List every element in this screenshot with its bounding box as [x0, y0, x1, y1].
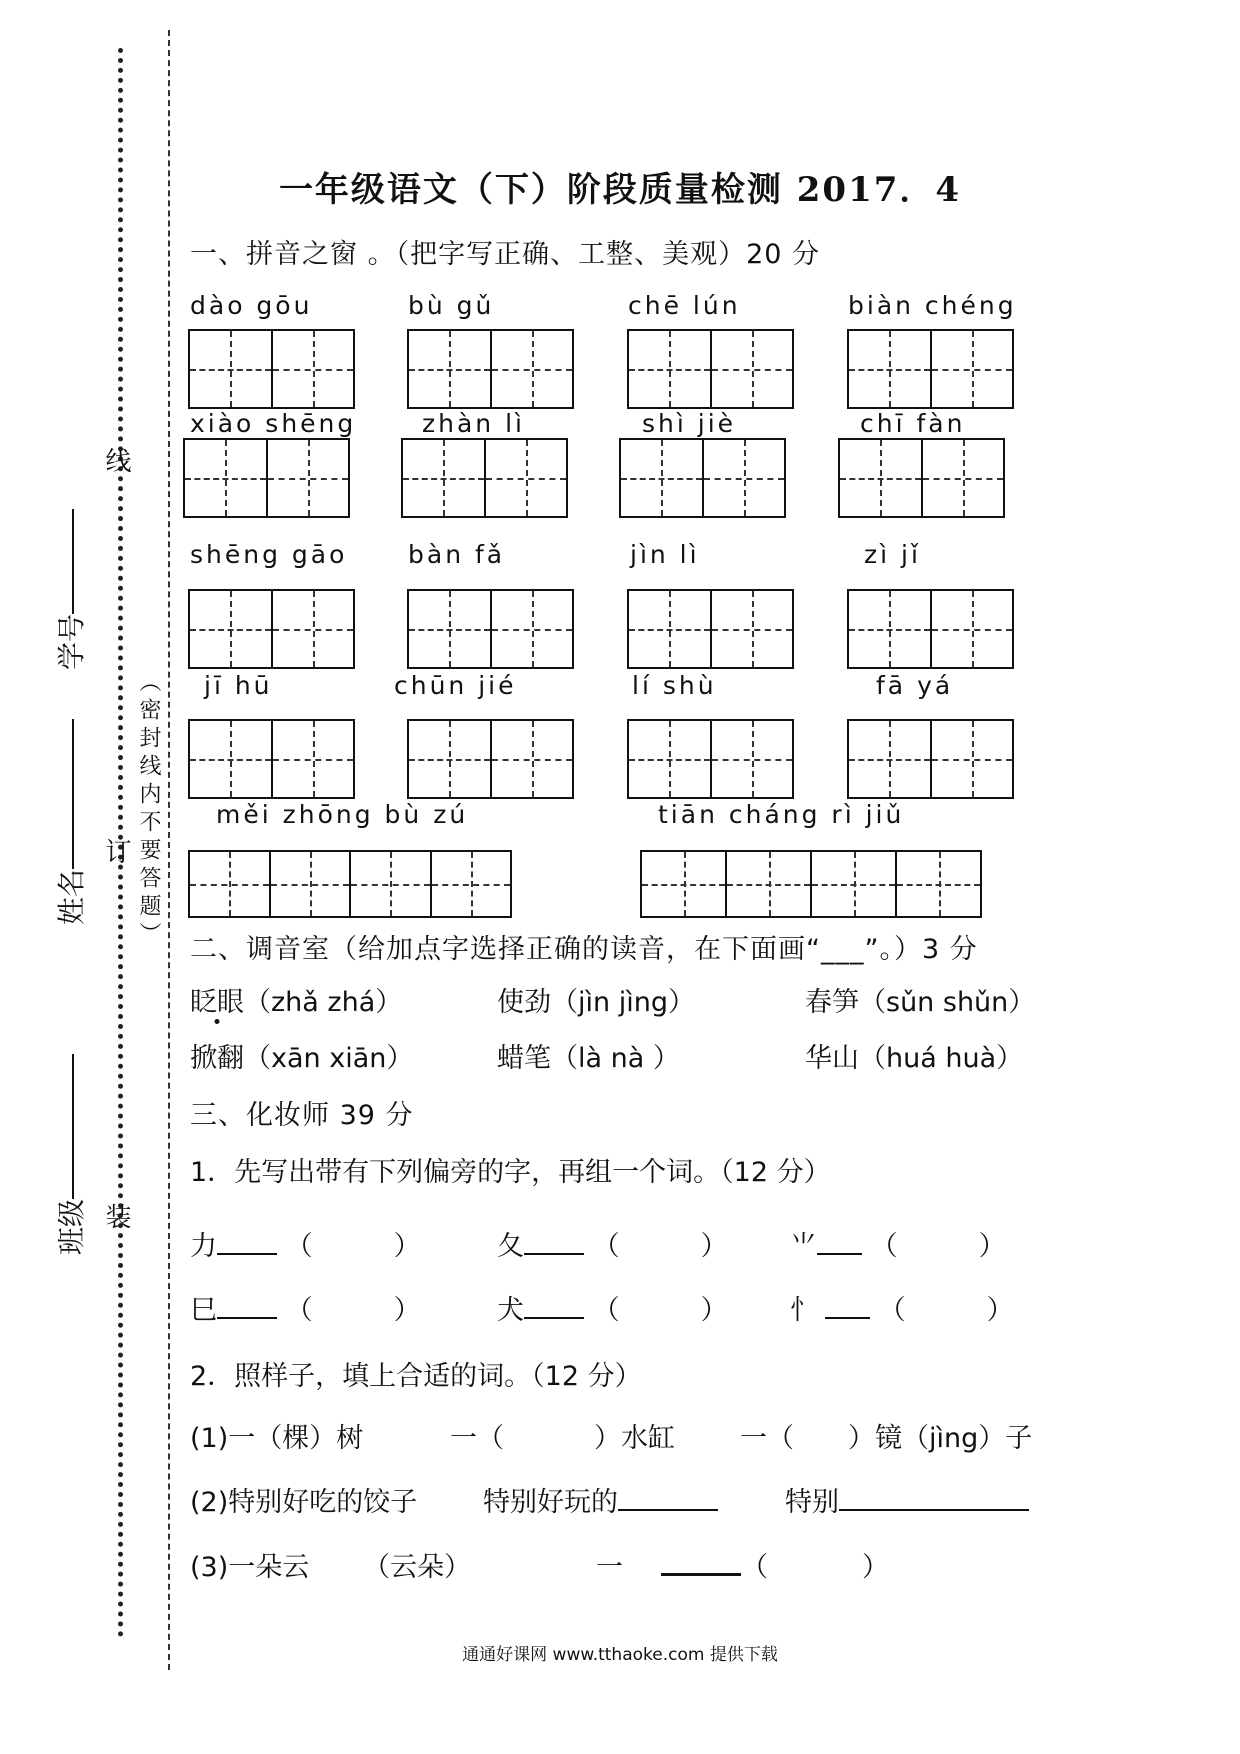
writing-grid[interactable]: [847, 589, 1014, 669]
radical: 忄: [790, 1295, 817, 1326]
writing-grid[interactable]: [838, 438, 1005, 518]
writing-grid[interactable]: [627, 589, 794, 669]
item-options[interactable]: （zhǎ zhá）: [244, 987, 403, 1018]
answer-blank[interactable]: [524, 1229, 584, 1255]
q2-phrase-3-open: （: [741, 1552, 768, 1583]
radical-item: 犬 （ ）: [497, 1295, 728, 1326]
q2-example-1: (1)一（棵）树: [190, 1423, 364, 1454]
name-field[interactable]: [50, 719, 90, 925]
writing-grid[interactable]: [407, 329, 574, 409]
writing-grid[interactable]: [188, 719, 355, 799]
q2-title: 2．照样子，填上合适的词。（12 分）: [190, 1361, 642, 1392]
writing-grid[interactable]: [188, 329, 355, 409]
footer-credit: 通通好课网 www.tthaoke.com 提供下载: [462, 1645, 778, 1665]
pinyin: xiào shēng: [190, 409, 357, 438]
item-options[interactable]: （là nà ）: [551, 1043, 680, 1074]
pinyin: zhàn lì: [422, 409, 525, 438]
answer-blank[interactable]: [825, 1293, 870, 1319]
pinyin: chūn jié: [394, 671, 517, 700]
answer-blank[interactable]: [839, 1485, 1029, 1511]
q2-phrase-3-close: ）: [862, 1552, 889, 1583]
reading-item: [805, 980, 1035, 1019]
answer-blank[interactable]: [524, 1293, 584, 1319]
reading-item: [190, 980, 402, 1019]
writing-grid[interactable]: [847, 719, 1014, 799]
q2-phrase-3-prefix: 一: [596, 1552, 623, 1583]
q2-blank-2-close: ）镜（jìng）子: [848, 1423, 1033, 1454]
q2-example-3-answer: （云朵）: [363, 1552, 471, 1583]
item-options[interactable]: （sǔn shǔn）: [859, 987, 1036, 1018]
writing-grid[interactable]: [619, 438, 786, 518]
binding-ding: 订: [101, 838, 131, 864]
pinyin: chī fàn: [860, 409, 966, 438]
answer-blank[interactable]: [217, 1229, 277, 1255]
q2-example-3: (3)一朵云: [190, 1552, 310, 1583]
writing-grid[interactable]: [407, 719, 574, 799]
item-word: 掀翻: [190, 1043, 244, 1074]
radical-item: ⺌ （ ）: [790, 1231, 1006, 1262]
writing-grid[interactable]: [627, 719, 794, 799]
class-label: 班级: [55, 1198, 88, 1255]
q2-phrase-2-label: 特别: [785, 1487, 839, 1518]
item-word: 华山: [805, 1043, 859, 1074]
writing-grid[interactable]: [188, 589, 355, 669]
radical: ⺌: [790, 1231, 817, 1262]
q2-phrase-2: [785, 1480, 1029, 1519]
student-id-label: 学号: [55, 613, 88, 670]
item-options[interactable]: （xān xiān）: [244, 1043, 414, 1074]
pinyin: dào gōu: [190, 291, 313, 320]
q1-title: 1．先写出带有下列偏旁的字，再组一个词。（12 分）: [190, 1157, 831, 1188]
radical: 力: [190, 1231, 217, 1262]
q2-example-2: (2)特别好吃的饺子: [190, 1487, 418, 1518]
dashed-binding-line: [168, 30, 170, 1670]
pinyin: chē lún: [628, 291, 741, 320]
binding-xian: 线: [101, 447, 131, 473]
writing-grid[interactable]: [627, 329, 794, 409]
pinyin: shēng gāo: [190, 540, 348, 569]
pinyin: měi zhōng bù zú: [216, 800, 469, 829]
section2-heading: 二、调音室（给加点字选择正确的读音，在下面画“___”。）3 分: [190, 934, 978, 965]
q2-blank-2-open: 一（: [740, 1423, 794, 1454]
item-word: 春笋: [805, 987, 859, 1018]
pinyin: bù gǔ: [408, 291, 495, 320]
answer-blank[interactable]: [217, 1293, 277, 1319]
section1-heading: 一、拼音之窗 。（把字写正确、工整、美观）20 分: [190, 239, 821, 270]
q2-phrase-1: [483, 1480, 718, 1519]
pinyin: biàn chéng: [848, 291, 1017, 320]
reading-item: [190, 1036, 413, 1075]
pinyin: tiān cháng rì jiǔ: [658, 800, 905, 829]
item-options[interactable]: （huá huà）: [859, 1043, 1024, 1074]
answer-blank[interactable]: [817, 1229, 862, 1255]
writing-grid[interactable]: [847, 329, 1014, 409]
writing-grid[interactable]: [183, 438, 350, 518]
q2-blank-1-close: ）水缸: [594, 1423, 675, 1454]
pinyin: bàn fǎ: [408, 540, 506, 569]
pinyin: lí shù: [632, 671, 717, 700]
item-options[interactable]: （jìn jìng）: [551, 987, 695, 1018]
seal-line-note: （密封线内不要答题）: [136, 670, 161, 950]
pinyin: shì jiè: [642, 409, 737, 438]
radical-item: 夂 （ ）: [497, 1231, 728, 1262]
pinyin: fā yá: [876, 671, 954, 700]
item-word: 使劲: [497, 987, 551, 1018]
item-word: 眨眼: [190, 987, 244, 1018]
student-id-field[interactable]: [50, 509, 90, 670]
item-word: 蜡笔: [497, 1043, 551, 1074]
writing-grid-idiom[interactable]: [640, 850, 982, 918]
q2-phrase-3: [596, 1545, 889, 1584]
writing-grid[interactable]: [407, 589, 574, 669]
radical: 犬: [497, 1295, 524, 1326]
radical-item: 巳 （ ）: [190, 1295, 421, 1326]
binding-zhuang: 装: [101, 1203, 131, 1229]
page-title: 一年级语文（下）阶段质量检测 2017．4: [278, 170, 962, 210]
reading-item: [805, 1036, 1023, 1075]
reading-item: [497, 1036, 680, 1075]
section3-heading: 三、化妆师 39 分: [190, 1100, 414, 1131]
q2-phrase-1-label: 特别好玩的: [483, 1487, 618, 1518]
radical: 夂: [497, 1231, 524, 1262]
pinyin: jī hū: [204, 671, 273, 700]
pinyin: zì jǐ: [864, 540, 921, 569]
writing-grid-idiom[interactable]: [188, 850, 512, 918]
writing-grid[interactable]: [401, 438, 568, 518]
q2-blank-2[interactable]: [800, 1416, 848, 1446]
radical-item: 忄 （ ）: [790, 1295, 1014, 1326]
answer-blank[interactable]: [661, 1549, 741, 1576]
radical-item: 力 （ ）: [190, 1231, 421, 1262]
answer-blank[interactable]: [618, 1485, 718, 1511]
q2-blank-1-open: 一（: [450, 1423, 504, 1454]
q2-blank-1[interactable]: [528, 1416, 594, 1446]
class-field[interactable]: [50, 1054, 90, 1255]
radical: 巳: [190, 1295, 217, 1326]
pinyin: jìn lì: [630, 540, 700, 569]
reading-item: [497, 980, 695, 1019]
name-label: 姓名: [55, 868, 88, 925]
